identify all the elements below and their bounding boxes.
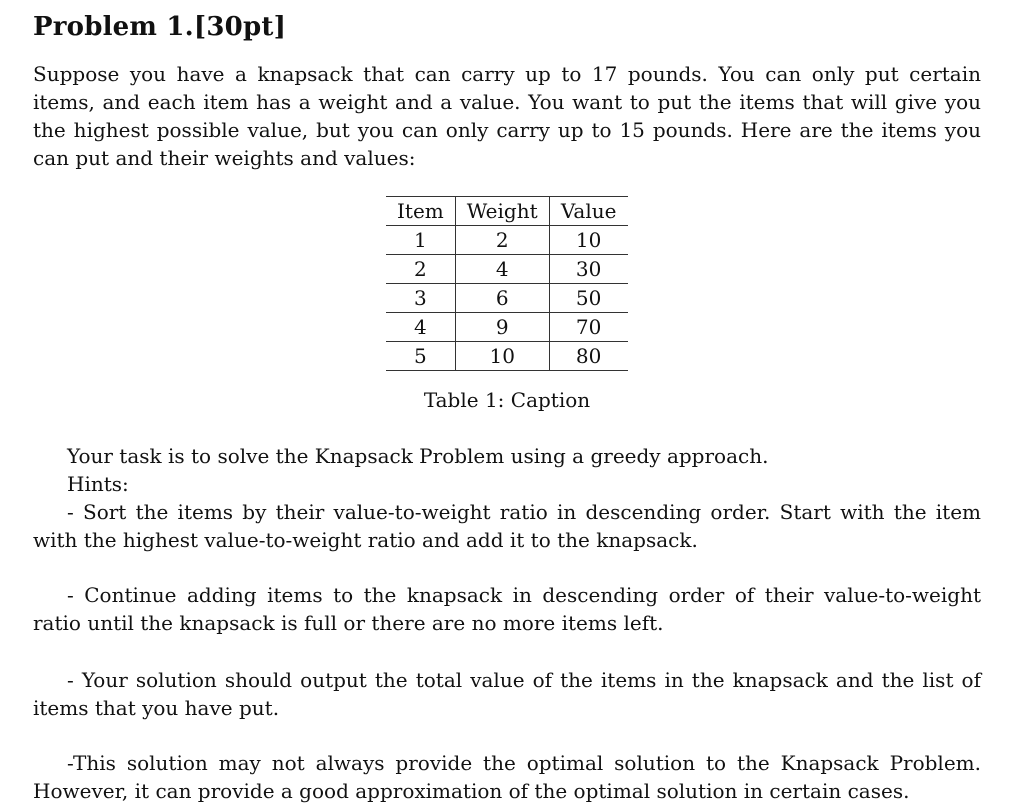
- item-cell: 5: [386, 342, 455, 371]
- hint-continue: - Continue adding items to the knapsack in descending order of their value-to-weight ratio until the knapsack is full or there are no more items left.: [33, 583, 981, 635]
- table-header-row: [386, 197, 628, 226]
- problem-intro-paragraph: Suppose you have a knapsack that can carry up to 17 pounds. You can only put certain items, and each item has a weight and a value. You want to put the items that will give you the highest possible value, but you can only carry up to 15 pounds. Here are the items you can put and their weights and values:: [33, 62, 981, 170]
- weight-cell: 10: [455, 342, 549, 371]
- hint-sort: - Sort the items by their value-to-weight ratio in descending order. Start with the item with the highest value-to-weight ratio and add it to the knapsack.: [33, 500, 981, 552]
- value-cell: 80: [549, 342, 628, 371]
- table-row: [386, 226, 628, 255]
- column-header-weight: Weight: [455, 197, 549, 226]
- hint-output: - Your solution should output the total value of the items in the knapsack and the list of items that you have put.: [33, 668, 981, 720]
- hint-approximation: -This solution may not always provide the optimal solution to the Knapsack Problem. However, it can provide a good approximation of the optimal solution in certain cases.: [33, 751, 981, 803]
- item-cell: 2: [386, 255, 455, 284]
- item-cell: 3: [386, 284, 455, 313]
- weight-cell: 9: [455, 313, 549, 342]
- table-row: [386, 284, 628, 313]
- item-cell: 4: [386, 313, 455, 342]
- value-cell: 70: [549, 313, 628, 342]
- task-statement: Your task is to solve the Knapsack Problem using a greedy approach.: [67, 444, 769, 468]
- column-header-value: Value: [549, 197, 628, 226]
- item-cell: 1: [386, 226, 455, 255]
- table-row: [386, 255, 628, 284]
- value-cell: 50: [549, 284, 628, 313]
- weight-cell: 2: [455, 226, 549, 255]
- table-caption: Table 1: Caption: [423, 388, 591, 412]
- value-cell: 10: [549, 226, 628, 255]
- hints-label: Hints:: [67, 472, 129, 496]
- problem-title: Problem 1.[30pt]: [33, 12, 287, 42]
- table-row: [386, 342, 628, 371]
- weight-cell: 6: [455, 284, 549, 313]
- items-table: [386, 196, 628, 371]
- table-row: [386, 313, 628, 342]
- weight-cell: 4: [455, 255, 549, 284]
- column-header-item: Item: [386, 197, 455, 226]
- value-cell: 30: [549, 255, 628, 284]
